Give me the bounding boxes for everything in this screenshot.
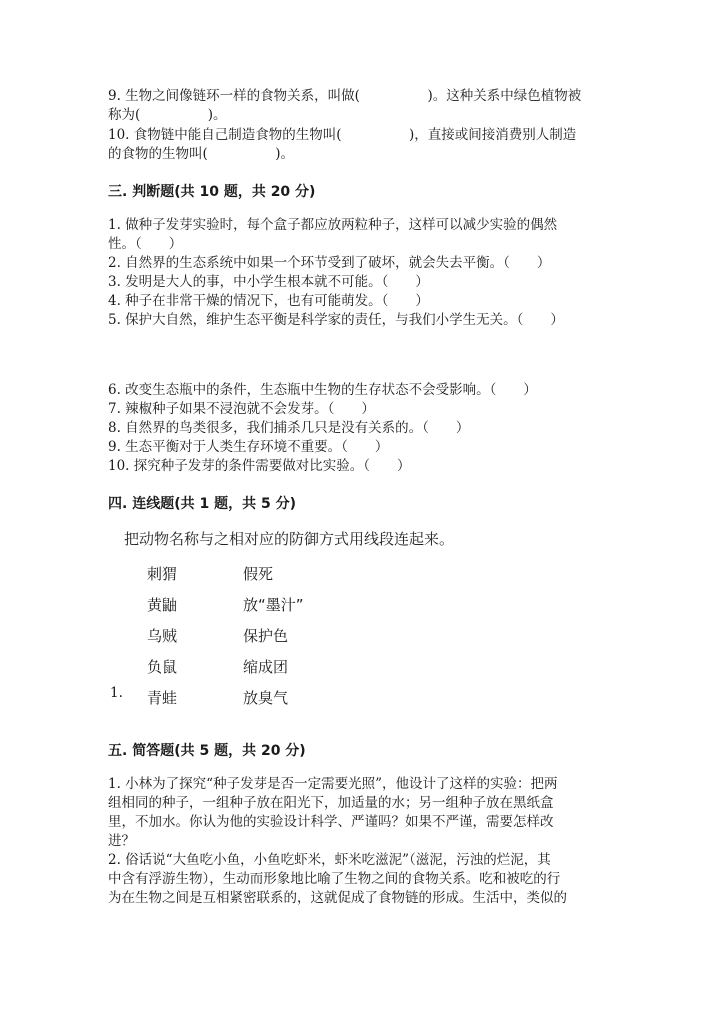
judge-item: 9. 生态平衡对于人类生存环境不重要。（ ） (108, 439, 389, 455)
short-answer-line: 里，不加水。你认为他的实验设计科学、严谨吗？如果不严谨，需要怎样改 (108, 814, 554, 830)
short-answer-line: 1. 小林为了探究“种子发芽是否一定需要光照”，他设计了这样的实验：把两 (108, 776, 558, 792)
judge-item: 1. 做种子发芽实验时，每个盒子都应放两粒种子，这样可以减少实验的偶然 (108, 217, 558, 233)
judge-item: 2. 自然界的生态系统中如果一个环节受到了破坏，就会失去平衡。（ ） (108, 255, 551, 271)
defense-label: 假死 (243, 565, 274, 583)
q10-line1: 10. 食物链中能自己制造食物的生物叫( )，直接或间接消费别人制造 (108, 127, 577, 143)
judge-item: 6. 改变生态瓶中的条件，生态瓶中生物的生存状态不会受影响。（ ） (108, 382, 537, 398)
judge-item: 3. 发明是大人的事，中小学生根本就不可能。（ ） (108, 274, 429, 290)
short-answer-line: 组相同的种子，一组种子放在阳光下，加适量的水；另一组种子放在黑纸盒 (108, 795, 554, 811)
judge-item: 4. 种子在非常干燥的情况下，也有可能萌发。（ ） (108, 293, 429, 309)
short-answer-line: 为在生物之间是互相紧密联系的，这就促成了食物链的形成。生活中，类似的 (108, 890, 567, 906)
judge-heading: 三. 判断题(共 10 题，共 20 分) (108, 184, 316, 200)
matching-instruction: 把动物名称与之相对应的防御方式用线段连起来。 (124, 530, 455, 548)
q9-line1: 9. 生物之间像链环一样的食物关系，叫做( )。这种关系中绿色植物被 (108, 88, 582, 104)
defense-label: 缩成团 (243, 658, 289, 676)
judge-item: 7. 辣椒种子如果不浸泡就不会发芽。（ ） (108, 401, 375, 417)
judge-item: 5. 保护大自然，维护生态平衡是科学家的责任，与我们小学生无关。（ ） (108, 312, 564, 328)
short-answer-line: 中含有浮游生物），生动而形象地比喻了生物之间的食物关系。吃和被吃的行 (108, 871, 561, 887)
q10-line2: 的食物的生物叫( )。 (108, 146, 295, 162)
matching-question-number: 1. (110, 685, 123, 701)
judge-item: 性。（ ） (108, 236, 183, 252)
judge-item: 10. 探究种子发芽的条件需要做对比实验。（ ） (108, 458, 411, 474)
judge-item: 8. 自然界的鸟类很多，我们捕杀几只是没有关系的。（ ） (108, 420, 470, 436)
defense-label: 保护色 (243, 627, 289, 645)
animal-label: 青蛙 (147, 689, 178, 707)
defense-label: 放“墨汁” (243, 596, 304, 614)
short-answer-line: 进？ (108, 833, 135, 849)
matching-heading: 四. 连线题(共 1 题，共 5 分) (108, 496, 296, 512)
animal-label: 负鼠 (147, 658, 178, 676)
short-answer-line: 2. 俗话说“大鱼吃小鱼，小鱼吃虾米，虾米吃滋泥”（滋泥，污浊的烂泥，其 (108, 852, 551, 868)
animal-label: 乌贼 (147, 627, 178, 645)
short-answer-heading: 五. 简答题(共 5 题，共 20 分) (108, 743, 306, 759)
defense-label: 放臭气 (243, 689, 289, 707)
q9-line2: 称为( )。 (108, 107, 227, 123)
animal-label: 刺猬 (147, 565, 178, 583)
animal-label: 黄鼬 (147, 596, 178, 614)
